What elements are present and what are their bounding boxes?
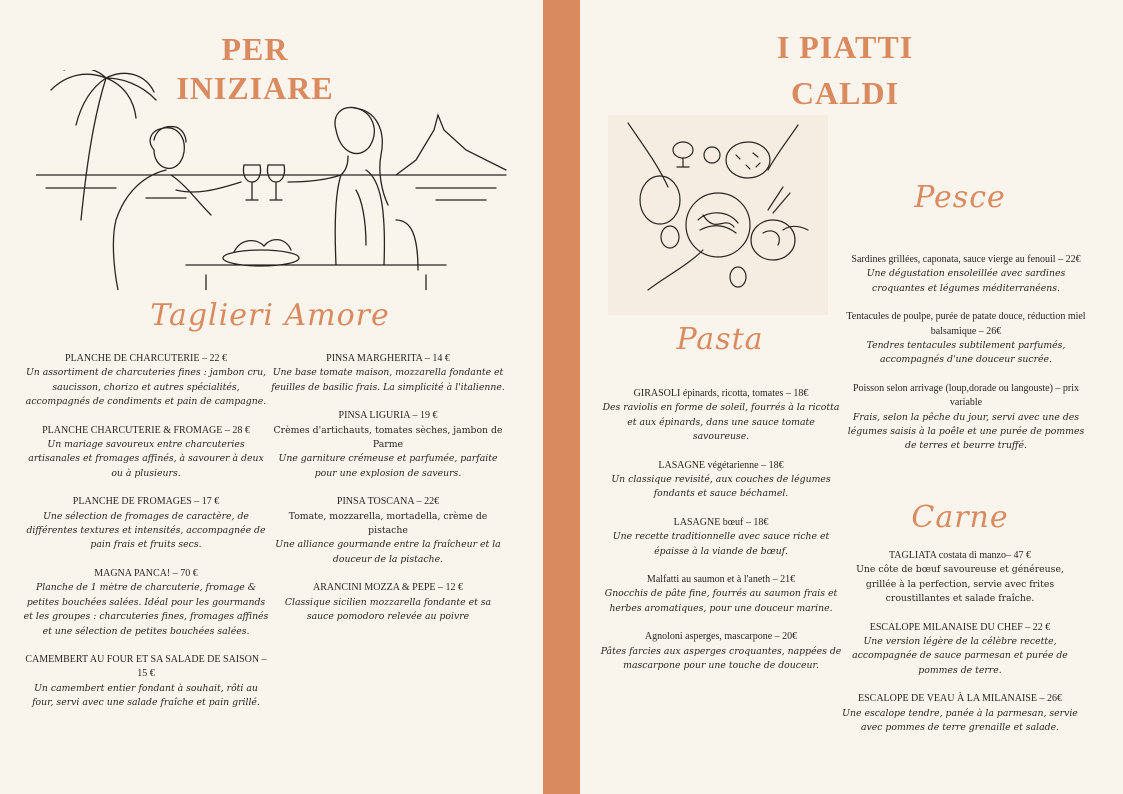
menu-item-name: PLANCHE DE CHARCUTERIE – 22 €	[65, 353, 227, 364]
menu-item	[270, 409, 506, 481]
menu-item	[22, 352, 270, 410]
menu-item-description: Classique sicilien mozzarella fondante et sa sauce pomodoro relevée au poivre	[284, 596, 492, 623]
menu-item-description: Tendres tentacules subtilement parfumés, accompagnés d'une douceur sucrée.	[866, 340, 1066, 366]
menu-item-description: Une version légère de la célèbre recette, accompagnée de sauce parmesan et purée de pommes de terre.	[852, 636, 1068, 676]
right-page-title: I PIATTI CALDI	[776, 29, 914, 112]
shared-dishes-illustration	[608, 115, 828, 315]
menu-item	[840, 549, 1080, 607]
menu-item-name: PINSA TOSCANA – 22€	[336, 496, 440, 508]
menu-item-name: ARANCINI MOZZA & PEPE – 12 €	[312, 582, 463, 594]
menu-item-subtitle: Crèmes d'artichauts, tomates sèches, jambon de Parme	[273, 424, 503, 451]
couple-toast-illustration	[36, 70, 516, 290]
menu-item	[270, 495, 506, 567]
menu-item-description: Un camembert entier fondant à souhait, rôti au four, servi avec une salade fraîche et pain grillé.	[32, 682, 260, 709]
menu-item-description: Une sélection de fromages de caractère, de différentes textures et intensités, accompagnée de pain frais et fruits secs.	[26, 510, 266, 551]
menu-item-name: GIRASOLI épinards, ricotta, tomates – 18€	[633, 388, 809, 399]
section-title-pesce: Pesce	[914, 180, 1006, 215]
menu-item-description: Une recette traditionnelle avec sauce riche et épaisse à la viande de bœuf.	[612, 531, 830, 557]
section-title-pasta: Pasta	[676, 322, 764, 357]
menu-item-name: MAGNA PANCA! – 70 €	[94, 567, 198, 579]
menu-item-name: Sardines grillées, caponata, sauce vierge au fenouil – 22€	[851, 254, 1081, 265]
menu-item	[840, 621, 1080, 679]
carne-column	[840, 549, 1080, 749]
menu-item	[844, 382, 1088, 454]
menu-item	[600, 630, 842, 673]
menu-item-description: Une alliance gourmande entre la fraîcheur et la douceur de la pistache.	[275, 539, 501, 565]
menu-item-name: LASAGNE bœuf – 18€	[673, 516, 769, 528]
menu-item-name: Poisson selon arrivage (loup,dorade ou langouste) – prix variable	[852, 382, 1080, 409]
menu-item-name: PINSA LIGURIA – 19 €	[338, 410, 438, 422]
menu-item-name: ESCALOPE MILANAISE DU CHEF – 22 €	[869, 621, 1051, 633]
menu-item	[22, 567, 270, 639]
menu-item	[844, 253, 1088, 296]
menu-item	[600, 573, 842, 616]
menu-item	[600, 459, 842, 502]
menu-item-name: TAGLIATA costata di manzo– 47 €	[889, 550, 1031, 561]
menu-item-name: LASAGNE végétarienne – 18€	[658, 459, 784, 471]
menu-item-name: Agnoloni asperges, mascarpone – 20€	[644, 631, 798, 643]
menu-item	[270, 352, 506, 395]
menu-item	[22, 653, 270, 711]
menu-item-subtitle: Une côte de bœuf savoureuse et généreuse, grillée à la perfection, servie avec frites croustillantes et salade fraîche.	[856, 564, 1064, 605]
menu-item	[22, 424, 270, 482]
menu-item-description: Frais, selon la pêche du jour, servi avec une des légumes saisis à la poêle et une purée de pommes de terres et beurre truffé.	[847, 411, 1085, 452]
menu-item-name: PLANCHE CHARCUTERIE & FROMAGE – 28 €	[42, 424, 250, 436]
section-title-taglieri-amore: Taglieri Amore	[150, 298, 390, 333]
menu-item-name: ESCALOPE DE VEAU À LA MILANAISE – 26€	[858, 693, 1062, 705]
menu-item	[844, 310, 1088, 368]
menu-item	[22, 495, 270, 553]
menu-item-description: Une dégustation ensoleillée avec sardines croquantes et légumes méditerranéens.	[866, 268, 1066, 294]
menu-item-name: PLANCHE DE FROMAGES – 17 €	[72, 496, 220, 508]
menu-item-description: Une escalope tendre, panée à la parmesan, servie avec pommes de terre grenaille et salade.	[842, 707, 1078, 734]
menu-item	[840, 692, 1080, 735]
menu-item-description: Un assortiment de charcuteries fines : jambon cru, saucisson, chorizo et autres spécialités, accompagnés de condiments et pain de campagne.	[25, 367, 267, 408]
left-column-1	[22, 352, 270, 725]
menu-item-description: Pâtes farcies aux asperges croquantes, nappées de mascarpone pour une touche de douceur.	[600, 645, 842, 672]
menu-item-description: Une garniture crémeuse et parfumée, parfaite pour une explosion de saveurs.	[278, 453, 498, 479]
menu-item-description: Gnocchis de pâte fine, fourrés au saumon frais et herbes aromatiques, pour une douceur marine.	[604, 588, 838, 614]
menu-item-description: Une base tomate maison, mozzarella fondante et feuilles de basilic frais. La simplicité à l'italienne.	[271, 367, 505, 393]
menu-item-description: Des raviolis en forme de soleil, fourrés à la ricotta et aux épinards, dans une sauce tomate savoureuse.	[602, 402, 840, 443]
menu-item-name: PINSA MARGHERITA – 14 €	[326, 353, 450, 364]
left-column-2	[270, 352, 506, 639]
menu-item-name: CAMEMBERT AU FOUR ET SA SALADE DE SAISON – 15 €	[25, 653, 267, 680]
menu-item-description: Un mariage savoureux entre charcuteries artisanales et fromages affinés, à savourer à deux ou à plusieurs.	[28, 439, 264, 479]
menu-item-description: Un classique revisité, aux couches de légumes fondants et sauce béchamel.	[611, 474, 831, 500]
center-divider-band	[543, 0, 580, 794]
menu-item	[270, 581, 506, 624]
pasta-column	[600, 387, 842, 688]
menu-item-name: Malfatti au saumon et à l'aneth – 21€	[646, 574, 796, 586]
section-title-carne: Carne	[911, 500, 1009, 535]
menu-item	[600, 387, 842, 445]
menu-item-name: Tentacules de poulpe, purée de patate douce, réduction miel balsamique – 26€	[846, 311, 1086, 337]
menu-item-description: Planche de 1 mètre de charcuterie, fromage & petites bouchées salées. Idéal pour les gourmands et les groupes : charcuteries fines, fromages affinés et une sélection de petites bouchées salées.	[23, 582, 269, 637]
pesce-column	[844, 253, 1088, 468]
menu-item-subtitle: Tomate, mozzarella, mortadella, crème de pistache	[288, 510, 488, 537]
menu-item	[600, 516, 842, 559]
left-page-title: PER INIZIARE	[176, 31, 334, 107]
